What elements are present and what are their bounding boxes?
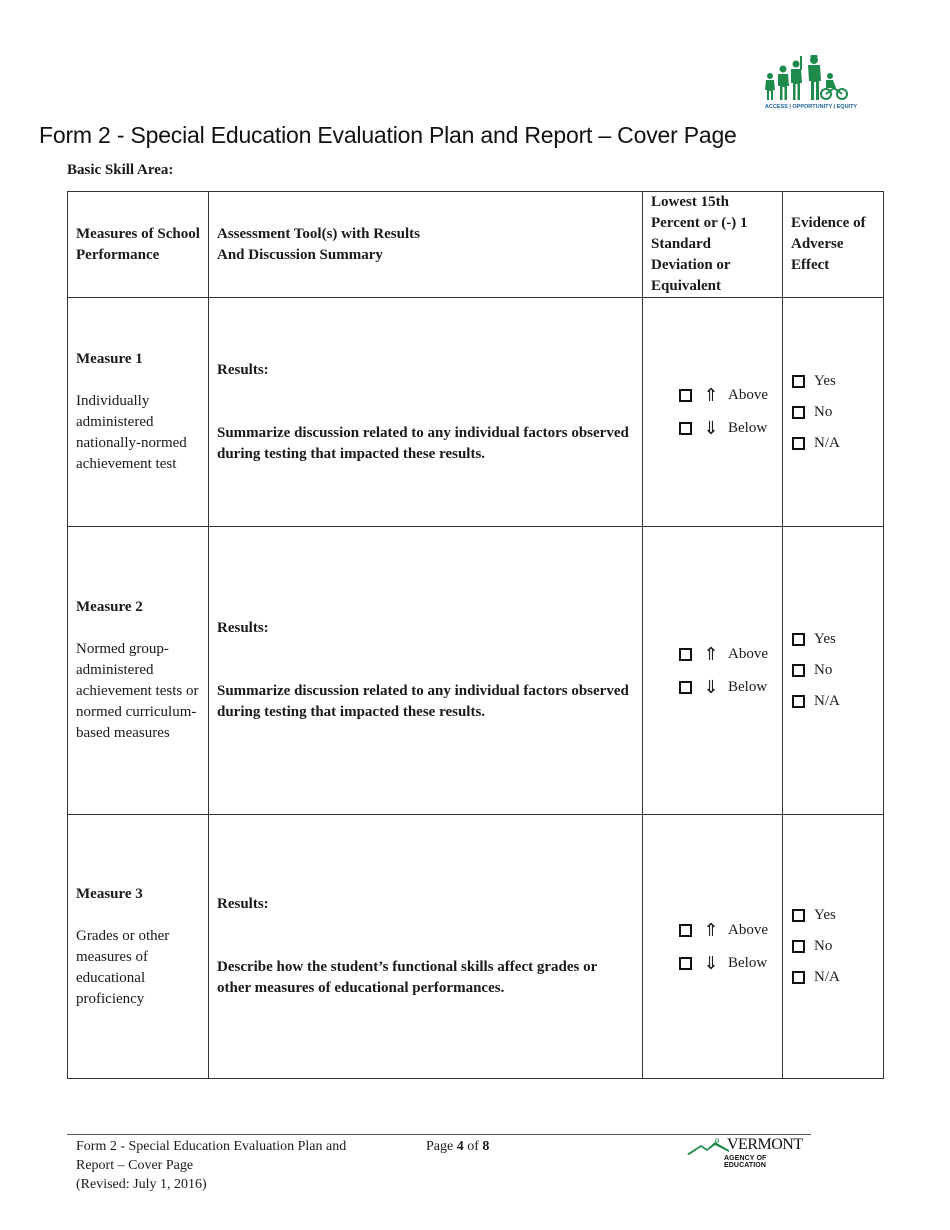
agency-logo-figures xyxy=(756,54,866,114)
footer-form-line2: Report – Cover Page xyxy=(76,1158,194,1173)
yes-option[interactable] xyxy=(792,371,875,392)
measure-cell xyxy=(68,298,209,527)
logo-tagline: ACCESS | OPPORTUNITY | EQUITY xyxy=(764,104,858,110)
vermont-agency-logo xyxy=(687,1136,805,1168)
yes-label: Yes xyxy=(814,372,836,389)
below-checkbox[interactable] xyxy=(679,957,692,970)
above-option[interactable] xyxy=(679,385,774,407)
results-prompt: Describe how the student’s functional skills affect grades or other measures of educational performances. xyxy=(217,959,597,996)
no-checkbox[interactable] xyxy=(792,664,805,677)
above-checkbox[interactable] xyxy=(679,648,692,661)
no-option[interactable] xyxy=(792,936,875,957)
measure-description: Normed group-administered achievement tests or normed curriculum-based measures xyxy=(76,641,199,741)
no-label: No xyxy=(814,662,833,678)
mountain-icon xyxy=(687,1138,729,1158)
assessment-cell[interactable] xyxy=(209,527,643,815)
down-arrow-icon: ⇓ xyxy=(703,952,719,974)
agency-subtitle: AGENCY OF EDUCATION xyxy=(724,1155,767,1169)
na-option[interactable] xyxy=(792,967,875,988)
table-row xyxy=(68,815,884,1079)
up-arrow-icon: ⇑ xyxy=(703,385,719,406)
footer-form-line1: Form 2 - Special Education Evaluation Plan and xyxy=(76,1139,347,1154)
above-option[interactable] xyxy=(679,919,774,941)
evidence-cell xyxy=(783,815,884,1079)
no-label: No xyxy=(814,403,833,420)
na-checkbox[interactable] xyxy=(792,971,805,984)
header-evidence: Evidence of Adverse Effect xyxy=(783,192,884,298)
above-label: Above xyxy=(728,921,768,938)
footer-revised: (Revised: July 1, 2016) xyxy=(76,1177,207,1192)
basic-skill-area-label: Basic Skill Area: xyxy=(67,162,174,178)
na-checkbox[interactable] xyxy=(792,695,805,708)
no-option[interactable] xyxy=(792,660,875,681)
above-option[interactable] xyxy=(679,643,774,665)
down-arrow-icon: ⇓ xyxy=(703,418,719,439)
measure-cell xyxy=(68,815,209,1079)
below-label: Below xyxy=(728,954,768,971)
page-prefix: Page xyxy=(426,1139,454,1154)
header-assessment: Assessment Tool(s) with Results And Discussion Summary xyxy=(209,192,643,298)
below-label: Below xyxy=(728,420,768,436)
evaluation-table xyxy=(67,191,884,1079)
evidence-cell xyxy=(783,298,884,527)
up-arrow-icon: ⇑ xyxy=(703,643,719,665)
results-label: Results: xyxy=(217,620,269,636)
assessment-cell[interactable] xyxy=(209,298,643,527)
table-row xyxy=(68,298,884,527)
page-number xyxy=(426,1137,489,1156)
above-checkbox[interactable] xyxy=(679,389,692,402)
yes-label: Yes xyxy=(814,907,836,923)
na-label: N/A xyxy=(814,693,840,709)
measure-description: Individually administered nationally-normed achievement test xyxy=(76,393,187,472)
below-checkbox[interactable] xyxy=(679,422,692,435)
na-option[interactable] xyxy=(792,691,875,712)
up-arrow-icon: ⇑ xyxy=(703,919,719,941)
measure-title: Measure 3 xyxy=(76,885,143,902)
yes-checkbox[interactable] xyxy=(792,633,805,646)
no-label: No xyxy=(814,938,833,954)
header-lowest-percent: Lowest 15th Percent or (-) 1 Standard Deviation or Equivalent xyxy=(643,192,783,298)
results-prompt: Summarize discussion related to any individual factors observed during testing that impacted these results. xyxy=(217,424,629,462)
results-label: Results: xyxy=(217,361,269,378)
below-option[interactable] xyxy=(679,952,774,974)
no-checkbox[interactable] xyxy=(792,406,805,419)
yes-label: Yes xyxy=(814,631,836,647)
below-option[interactable] xyxy=(679,676,774,698)
level-cell xyxy=(643,815,783,1079)
results-prompt: Summarize discussion related to any individual factors observed during testing that impacted these results. xyxy=(217,683,629,720)
yes-option[interactable] xyxy=(792,629,875,650)
na-label: N/A xyxy=(814,434,840,451)
above-checkbox[interactable] xyxy=(679,924,692,937)
no-checkbox[interactable] xyxy=(792,940,805,953)
na-label: N/A xyxy=(814,969,840,985)
agency-name: VERMONT xyxy=(727,1136,803,1153)
page-total: 8 xyxy=(482,1139,490,1154)
level-cell xyxy=(643,298,783,527)
results-label: Results: xyxy=(217,896,269,912)
assessment-cell[interactable] xyxy=(209,815,643,1079)
page-current: 4 xyxy=(456,1139,464,1154)
above-label: Above xyxy=(728,387,768,403)
footer-form-info xyxy=(76,1137,396,1194)
na-option[interactable] xyxy=(792,433,875,454)
level-cell xyxy=(643,527,783,815)
evidence-cell xyxy=(783,527,884,815)
below-checkbox[interactable] xyxy=(679,681,692,694)
table-header-row xyxy=(68,192,884,298)
yes-checkbox[interactable] xyxy=(792,375,805,388)
yes-option[interactable] xyxy=(792,905,875,926)
table-row xyxy=(68,527,884,815)
footer-divider xyxy=(67,1134,811,1135)
no-option[interactable] xyxy=(792,402,875,423)
yes-checkbox[interactable] xyxy=(792,909,805,922)
measure-description: Grades or other measures of educational proficiency xyxy=(76,927,170,1007)
na-checkbox[interactable] xyxy=(792,437,805,450)
page-of: of xyxy=(467,1139,479,1154)
measure-title: Measure 2 xyxy=(76,599,143,615)
down-arrow-icon: ⇓ xyxy=(703,676,719,698)
header-measures: Measures of School Performance xyxy=(68,192,209,298)
above-label: Above xyxy=(728,645,768,662)
page-title: Form 2 - Special Education Evaluation Plan and Report – Cover Page xyxy=(39,122,737,148)
below-label: Below xyxy=(728,678,768,695)
below-option[interactable] xyxy=(679,418,774,440)
measure-title: Measure 1 xyxy=(76,351,143,367)
measure-cell xyxy=(68,527,209,815)
